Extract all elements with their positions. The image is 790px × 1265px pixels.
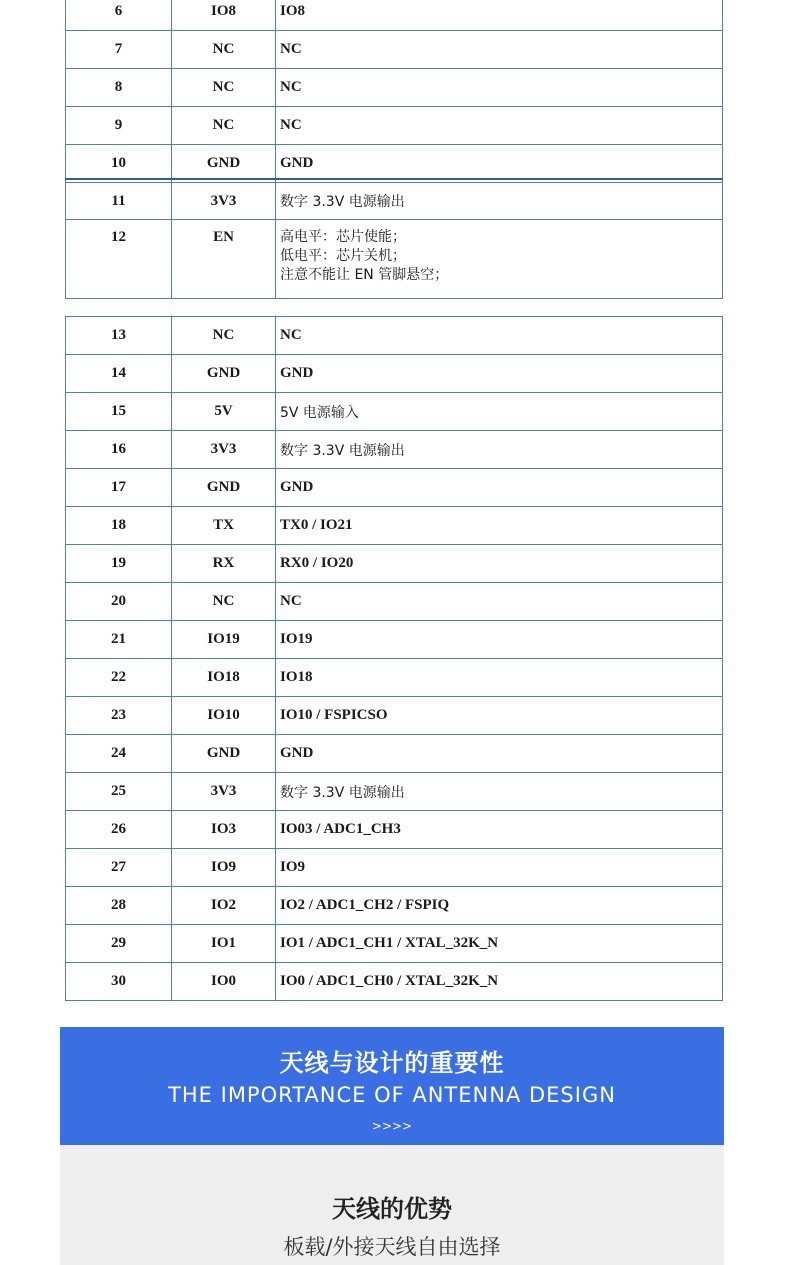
pin-function: IO0 / ADC1_CH0 / XTAL_32K_N bbox=[276, 963, 723, 1001]
pin-function: NC bbox=[276, 317, 723, 355]
function-line: 低电平：芯片关机； bbox=[280, 248, 406, 264]
pin-name: RX bbox=[172, 545, 276, 583]
pin-function: IO03 / ADC1_CH3 bbox=[276, 811, 723, 849]
pin-function: GND bbox=[276, 735, 723, 773]
table-row bbox=[66, 735, 723, 773]
pin-number: 14 bbox=[66, 355, 172, 393]
pin-function: IO8 bbox=[276, 0, 723, 31]
pin-number: 8 bbox=[66, 69, 172, 107]
pin-number: 16 bbox=[66, 431, 172, 469]
table-row bbox=[66, 393, 723, 431]
table-row bbox=[66, 69, 723, 107]
pin-function: 5V 电源输入 bbox=[276, 393, 723, 431]
pin-function: IO10 / FSPICSO bbox=[276, 697, 723, 735]
table-row bbox=[66, 507, 723, 545]
section-subtitle: 板载/外接天线自由选择 bbox=[283, 1235, 501, 1259]
pin-name: EN bbox=[172, 220, 276, 299]
table-row bbox=[66, 887, 723, 925]
pin-number: 7 bbox=[66, 31, 172, 69]
antenna-advantage-section bbox=[60, 1145, 724, 1265]
antenna-design-banner bbox=[60, 1027, 724, 1145]
pin-function: GND bbox=[276, 469, 723, 507]
table-row bbox=[66, 773, 723, 811]
table-row bbox=[66, 355, 723, 393]
section-title: 天线的优势 bbox=[332, 1195, 452, 1223]
pin-function: TX0 / IO21 bbox=[276, 507, 723, 545]
pin-number: 27 bbox=[66, 849, 172, 887]
banner-arrows: >>>> bbox=[371, 1119, 413, 1133]
pin-name: NC bbox=[172, 317, 276, 355]
table-row bbox=[66, 220, 723, 299]
pin-name: 5V bbox=[172, 393, 276, 431]
pin-number: 23 bbox=[66, 697, 172, 735]
pin-function: IO1 / ADC1_CH1 / XTAL_32K_N bbox=[276, 925, 723, 963]
pin-number: 9 bbox=[66, 107, 172, 145]
pin-name: IO19 bbox=[172, 621, 276, 659]
pin-number: 22 bbox=[66, 659, 172, 697]
pin-table-upper bbox=[65, 0, 723, 299]
pin-name: IO9 bbox=[172, 849, 276, 887]
pin-function: NC bbox=[276, 69, 723, 107]
pin-function: 数字 3.3V 电源输出 bbox=[276, 773, 723, 811]
table-row bbox=[66, 469, 723, 507]
pin-number: 21 bbox=[66, 621, 172, 659]
pin-name: 3V3 bbox=[172, 773, 276, 811]
table-row bbox=[66, 583, 723, 621]
pin-number: 10 bbox=[66, 145, 172, 183]
pin-name: IO18 bbox=[172, 659, 276, 697]
banner-title-cn: 天线与设计的重要性 bbox=[279, 1049, 505, 1077]
divider bbox=[65, 178, 723, 180]
pin-function: IO18 bbox=[276, 659, 723, 697]
pin-name: IO2 bbox=[172, 887, 276, 925]
table-row bbox=[66, 925, 723, 963]
pin-name: IO3 bbox=[172, 811, 276, 849]
pin-function: NC bbox=[276, 31, 723, 69]
table-row bbox=[66, 431, 723, 469]
pin-name: NC bbox=[172, 31, 276, 69]
pin-number: 26 bbox=[66, 811, 172, 849]
pin-function: IO2 / ADC1_CH2 / FSPIQ bbox=[276, 887, 723, 925]
pin-function: 数字 3.3V 电源输出 bbox=[276, 183, 723, 220]
table-row bbox=[66, 31, 723, 69]
table-row bbox=[66, 659, 723, 697]
pin-name: NC bbox=[172, 69, 276, 107]
pin-name: 3V3 bbox=[172, 183, 276, 220]
pin-table-lower bbox=[65, 316, 723, 1001]
pin-name: GND bbox=[172, 145, 276, 183]
table-row bbox=[66, 317, 723, 355]
pin-name: GND bbox=[172, 469, 276, 507]
pin-number: 28 bbox=[66, 887, 172, 925]
pin-number: 18 bbox=[66, 507, 172, 545]
pin-number: 25 bbox=[66, 773, 172, 811]
table-row bbox=[66, 0, 723, 31]
pin-number: 6 bbox=[66, 0, 172, 31]
pin-number: 24 bbox=[66, 735, 172, 773]
pin-number: 13 bbox=[66, 317, 172, 355]
table-row bbox=[66, 811, 723, 849]
pin-name: GND bbox=[172, 355, 276, 393]
banner-title-en: THE IMPORTANCE OF ANTENNA DESIGN bbox=[168, 1083, 616, 1107]
pin-function: GND bbox=[276, 145, 723, 183]
pin-name: IO8 bbox=[172, 0, 276, 31]
pin-number: 11 bbox=[66, 183, 172, 220]
table-row bbox=[66, 697, 723, 735]
pin-number: 12 bbox=[66, 220, 172, 299]
pin-function: 数字 3.3V 电源输出 bbox=[276, 431, 723, 469]
table-row bbox=[66, 963, 723, 1001]
table-row bbox=[66, 621, 723, 659]
pin-function: RX0 / IO20 bbox=[276, 545, 723, 583]
pin-name: NC bbox=[172, 107, 276, 145]
pin-name: IO0 bbox=[172, 963, 276, 1001]
function-line: 注意不能让 EN 管脚悬空； bbox=[280, 267, 449, 283]
pin-function-multiline bbox=[276, 220, 723, 299]
pin-function: IO9 bbox=[276, 849, 723, 887]
pin-name: IO10 bbox=[172, 697, 276, 735]
pin-name: GND bbox=[172, 735, 276, 773]
pin-function: GND bbox=[276, 355, 723, 393]
pin-function: IO19 bbox=[276, 621, 723, 659]
table-row bbox=[66, 849, 723, 887]
pin-name: 3V3 bbox=[172, 431, 276, 469]
table-row bbox=[66, 183, 723, 220]
table-row bbox=[66, 107, 723, 145]
pin-number: 30 bbox=[66, 963, 172, 1001]
pin-number: 19 bbox=[66, 545, 172, 583]
pin-function: NC bbox=[276, 107, 723, 145]
table-row bbox=[66, 145, 723, 183]
pin-function: NC bbox=[276, 583, 723, 621]
pin-number: 20 bbox=[66, 583, 172, 621]
table-row bbox=[66, 545, 723, 583]
pin-name: TX bbox=[172, 507, 276, 545]
pin-name: IO1 bbox=[172, 925, 276, 963]
pin-number: 17 bbox=[66, 469, 172, 507]
pin-number: 29 bbox=[66, 925, 172, 963]
pin-number: 15 bbox=[66, 393, 172, 431]
pin-name: NC bbox=[172, 583, 276, 621]
function-line: 高电平：芯片使能； bbox=[280, 229, 406, 245]
